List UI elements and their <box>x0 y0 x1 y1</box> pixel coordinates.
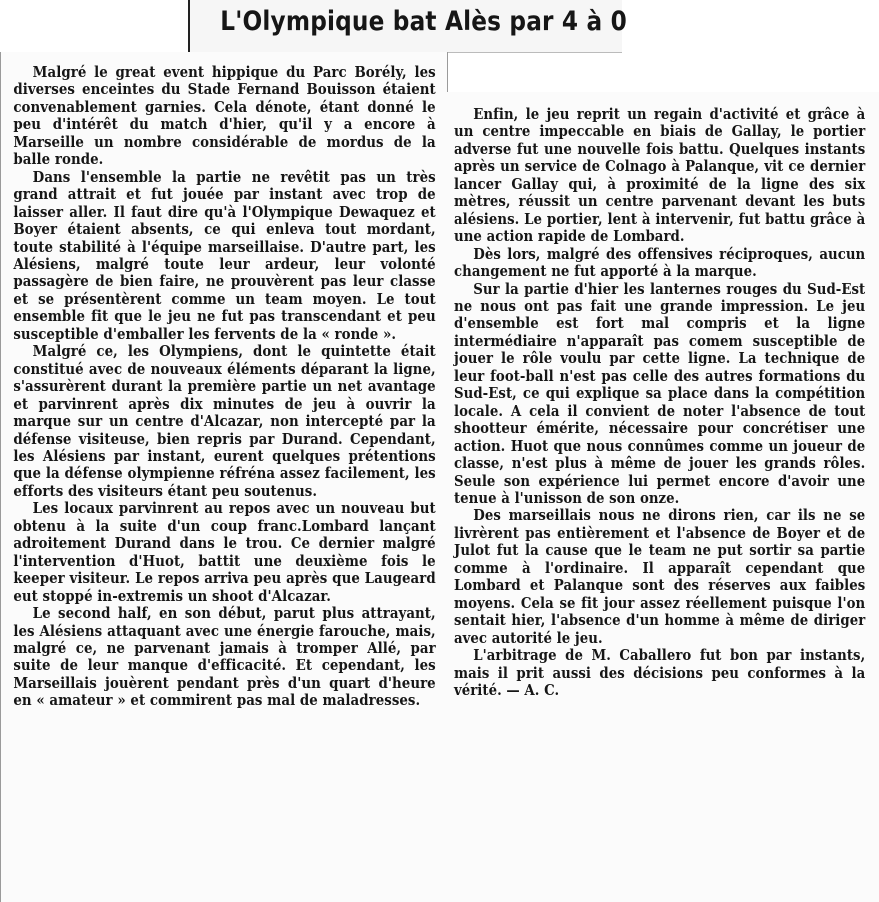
paragraph: Des marseillais nous ne dirons rien, car ils ne se livrèrent pas entièrement et l'absence de Boyer et de Julot fut la cause que le team ne put sortir sa partie comme à l'ordinaire. Il apparaît cependant que Lombard et Palanque sont des réserves aux faibles moyens. Cela se fit jour assez réellement puisque l'on sentait hier, l'absence d'un homme à même de diriger avec autorité le jeu. <box>454 506 866 647</box>
paragraph: Enfin, le jeu reprit un regain d'activité et grâce à un centre impeccable en biais de Gallay, le portier adverse fut une nouvelle fois battu. Quelques instants après un service de Colnago à Palanque, vit ce dernier lancer Gallay qui, à proximité de la ligne des six mètres, réussit un centre parvenant devant les buts alésiens. Le portier, lent à intervenir, fut battu grâce à une action rapide de Lombard. <box>454 105 866 246</box>
paragraph: Les locaux parvinrent au repos avec un nouveau but obtenu à la suite d'un coup franc.Lombard lançant adroitement Durand dans le trou. Ce dernier malgré l'intervention d'Huot, battit une deuxième fois le keeper visiteur. Le repos arriva peu après que Laugeard eut stoppé in-extremis un shoot d'Alcazar. <box>13 499 436 605</box>
left-column <box>0 52 448 902</box>
paragraph: Le second half, en son début, parut plus attrayant, les Alésiens attaquant avec une énergie farouche, mais, malgré ce, ne parvenant jamais à tromper Allé, par suite de leur manque d'efficacité. Et cependant, les Marseillais jouèrent pendant près d'un quart d'heure en « amateur » et commirent pas mal de maladresses. <box>13 604 436 710</box>
paragraph: Dès lors, malgré des offensives réciproques, aucun changement ne fut apporté à la marque. <box>454 244 866 281</box>
paragraph: Malgré le great event hippique du Parc Borély, les diverses enceintes du Stade Fernand Bouisson étaient convenablement garnies. Cela dénote, étant donné le peu d'intérêt du match d'hier, qu'il y a encore à Marseille un nombre considérable de mordus de la balle ronde. <box>13 63 436 169</box>
article-headline: L'Olympique bat Alès par 4 à 0 <box>220 6 627 37</box>
paragraph: Malgré ce, les Olympiens, dont le quintette était constitué avec de nouveaux éléments déparant la ligne, s'assurèrent durant la première partie un net avantage et parvinrent après dix minutes de jeu à ouvrir la marque sur un centre d'Alcazar, non intercepté par la défense visiteuse, bien repris par Durand. Cependant, les Alésiens par instant, eurent quelques prétentions que la défense olympienne réfréna assez facilement, les efforts des visiteurs étant peu soutenus. <box>13 342 436 500</box>
paragraph: L'arbitrage de M. Caballero fut bon par instants, mais il prit aussi des décisions peu conformes à la vérité. — A. C. <box>454 646 866 699</box>
right-column <box>447 92 879 902</box>
left-column-text <box>1 52 445 710</box>
paragraph: Dans l'ensemble la partie ne revêtit pas un très grand attrait et fut jouée par instant avec trop de laisser aller. Il faut dire qu'à l'Olympique Dewaquez et Boyer étaient absents, ce qui enleva tout mordant, toute stabilité à l'équipe marseillaise. D'autre part, les Alésiens, malgré toute leur ardeur, leur volonté passagère de bien faire, ne prouvèrent pas leur classe et se présentèrent comme un team moyen. Le tout ensemble fit que le jeu ne fut pas transcendant et peu susceptible d'emballer les fervents de la « ronde ». <box>13 167 436 343</box>
right-column-text <box>447 92 872 699</box>
headline-banner <box>188 0 627 53</box>
paragraph: Sur la partie d'hier les lanternes rouges du Sud-Est ne nous ont pas fait une grande impression. Le jeu d'ensemble est fort mal compris et la ligne intermédiaire n'apparaît pas comem susceptible de jouer le rôle voulu par cette ligne. La technique de leur foot-ball n'est pas celle des autres formations du Sud-Est, ce qui explique sa place dans la compétition locale. A cela il convient de noter l'absence de tout shootteur émérite, nécessaire pour concrétiser une action. Huot que nous connûmes comme un joueur de classe, n'est plus à même de jouer les grands rôles. Seule son expérience lui permet encore d'avoir une tenue à l'unisson de son onze. <box>454 279 866 507</box>
